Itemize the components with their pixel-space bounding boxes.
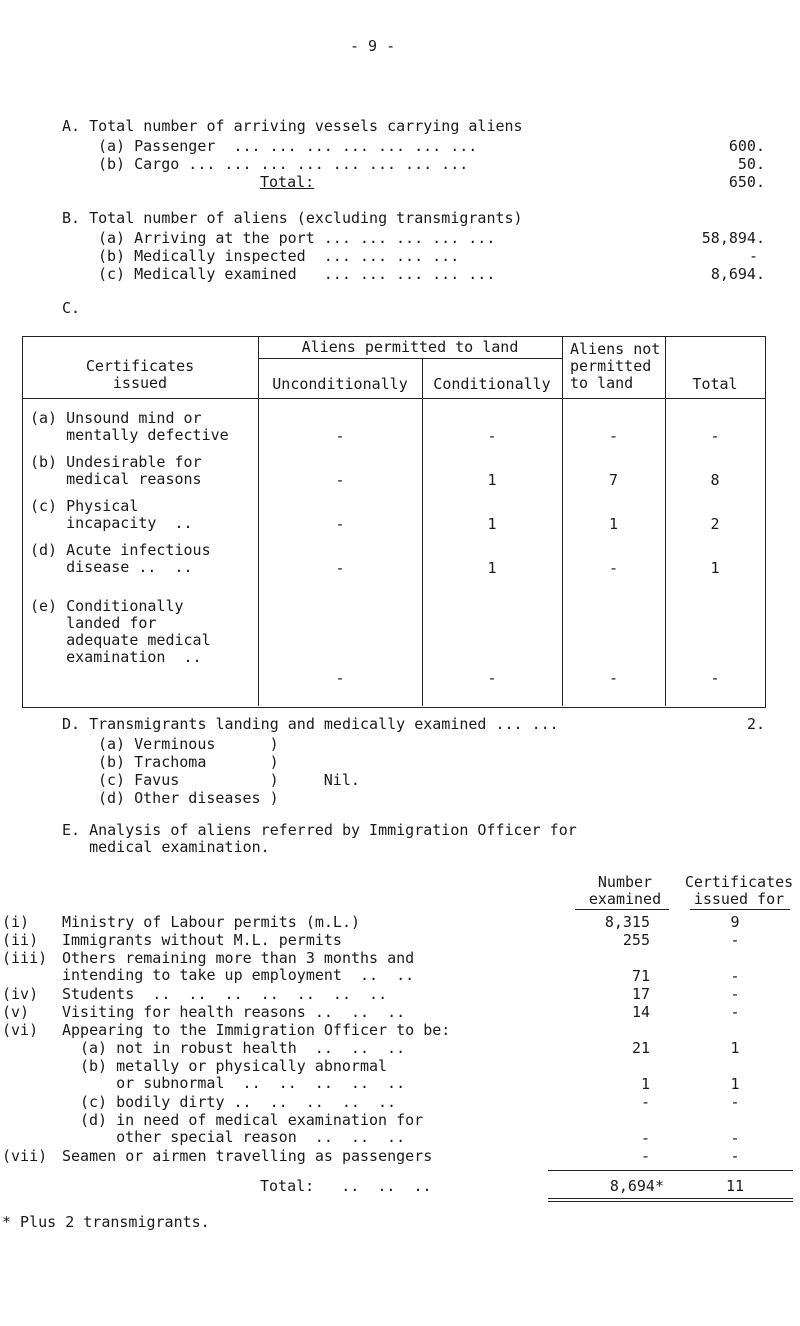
row-issued-iv: -: [730, 985, 740, 1003]
section-e-total-examined: 8,694*: [609, 1177, 664, 1195]
cell-e-not: -: [608, 669, 619, 687]
row-issued-ii: -: [730, 931, 740, 949]
row-label-immigrants-without: Immigrants without M.L. permits: [62, 931, 342, 949]
section-b-inspected-label: (b) Medically inspected ... ... ... ...: [98, 247, 460, 265]
section-e-heading: E. Analysis of aliens referred by Immigration Officer for medical examination.: [62, 821, 577, 856]
cell-d-cond: 1: [487, 559, 497, 577]
cell-a-not: -: [608, 427, 619, 445]
cell-b-uncond: -: [335, 471, 345, 489]
section-d-item-verminous: (a) Verminous ): [98, 735, 279, 753]
row-num-v: (v): [2, 1003, 30, 1021]
row-num-iii: (iii): [2, 949, 48, 967]
header-conditionally: Conditionally: [433, 375, 551, 393]
cell-d-uncond: -: [335, 559, 345, 577]
section-c-heading: C.: [62, 299, 81, 317]
cell-a-cond: -: [487, 427, 497, 445]
section-d-item-trachoma: (b) Trachoma ): [98, 753, 279, 771]
row-issued-v: -: [730, 1003, 740, 1021]
row-label-others-remaining: Others remaining more than 3 months and intending to take up employment .. ..: [62, 949, 415, 984]
row-label-visiting-health: Visiting for health reasons .. .. ..: [62, 1003, 406, 1021]
section-a-passenger-label: (a) Passenger ... ... ... ... ... ... ...: [98, 137, 478, 155]
row-label-unsound-mind: (a) Unsound mind or mentally defective: [30, 409, 229, 444]
row-label-medical-need: (d) in need of medical examination for other special reason .. .. ..: [80, 1111, 424, 1146]
section-a-total-label: Total:: [260, 173, 315, 191]
cell-b-not: 7: [608, 471, 619, 489]
section-b-examined-label: (c) Medically examined ... ... ... ... ...: [98, 265, 496, 283]
row-issued-i: 9: [730, 913, 740, 931]
section-a-cargo-value: 50.: [737, 155, 765, 173]
row-examined-vii: -: [640, 1147, 650, 1165]
row-issued-vi-d: -: [730, 1129, 740, 1147]
header-certificates-issued: Certificates issued: [85, 357, 195, 392]
section-d-heading: D. Transmigrants landing and medically examined ... ...: [62, 715, 559, 733]
footnote: * Plus 2 transmigrants.: [2, 1213, 210, 1231]
section-b-arriving-label: (a) Arriving at the port ... ... ... ... ...: [98, 229, 496, 247]
row-examined-v: 14: [631, 1003, 650, 1021]
cell-d-total: 1: [710, 559, 720, 577]
cell-c-not: 1: [608, 515, 619, 533]
cell-c-cond: 1: [487, 515, 497, 533]
section-a-total-value: 650.: [728, 173, 765, 191]
section-d-value: 2.: [746, 715, 765, 733]
section-a-heading: A. Total number of arriving vessels carrying aliens: [62, 117, 523, 135]
cell-d-not: -: [608, 559, 619, 577]
header-unconditionally: Unconditionally: [272, 375, 408, 393]
row-examined-iii: 71: [631, 967, 650, 985]
row-label-abnormal: (b) metally or physically abnormal or subnormal .. .. .. .. ..: [80, 1057, 406, 1092]
row-label-conditionally-landed: (e) Conditionally landed for adequate medical examination ..: [30, 597, 211, 666]
row-num-iv: (iv): [2, 985, 39, 1003]
cell-a-uncond: -: [335, 427, 345, 445]
section-e-col-examined: Number examined: [588, 873, 662, 908]
section-a-cargo-label: (b) Cargo ... ... ... ... ... ... ... ...: [98, 155, 469, 173]
cell-b-cond: 1: [487, 471, 497, 489]
row-num-i: (i): [2, 913, 30, 931]
row-examined-ii: 255: [622, 931, 650, 949]
row-label-bodily-dirty: (c) bodily dirty .. .. .. .. ..: [80, 1093, 397, 1111]
cell-a-total: -: [710, 427, 720, 445]
section-e-col-issued: Certificates issued for: [684, 873, 794, 908]
row-num-ii: (ii): [2, 931, 39, 949]
section-b-examined-value: 8,694.: [710, 265, 765, 283]
cell-e-uncond: -: [335, 669, 345, 687]
row-label-seamen: Seamen or airmen travelling as passengers: [62, 1147, 433, 1165]
row-num-vi: (vi): [2, 1021, 39, 1039]
row-examined-i: 8,315: [604, 913, 650, 931]
row-examined-vi-a: 21: [631, 1039, 650, 1057]
cell-e-total: -: [710, 669, 720, 687]
section-b-arriving-value: 58,894.: [701, 229, 765, 247]
cell-e-cond: -: [487, 669, 497, 687]
row-examined-vi-c: -: [640, 1093, 650, 1111]
row-issued-vi-c: -: [730, 1093, 740, 1111]
row-examined-vi-d: -: [640, 1129, 650, 1147]
row-label-students: Students .. .. .. .. .. .. ..: [62, 985, 388, 1003]
row-issued-iii: -: [730, 967, 740, 985]
row-label-physical-incapacity: (c) Physical incapacity ..: [30, 497, 193, 532]
page-number: - 9 -: [350, 37, 396, 55]
header-total: Total: [692, 375, 738, 393]
certificates-table: [22, 336, 766, 706]
section-d-item-other: (d) Other diseases ): [98, 789, 279, 807]
header-aliens-permitted: Aliens permitted to land: [301, 338, 519, 356]
row-examined-iv: 17: [631, 985, 650, 1003]
section-b-inspected-value: -: [748, 247, 758, 265]
row-label-acute-infectious: (d) Acute infectious disease .. ..: [30, 541, 211, 576]
row-label-appearing: Appearing to the Immigration Officer to be:: [62, 1021, 451, 1039]
section-e-total-issued: 11: [725, 1177, 745, 1195]
section-b-heading: B. Total number of aliens (excluding transmigrants): [62, 209, 523, 227]
section-a-passenger-value: 600.: [728, 137, 765, 155]
row-issued-vi-a: 1: [730, 1039, 740, 1057]
row-num-vii: (vii): [2, 1147, 48, 1165]
section-e-total-label: Total: .. .. ..: [260, 1177, 432, 1195]
cell-c-uncond: -: [335, 515, 345, 533]
row-label-ministry-permits: Ministry of Labour permits (m.L.): [62, 913, 361, 931]
row-label-undesirable: (b) Undesirable for medical reasons: [30, 453, 202, 488]
cell-b-total: 8: [710, 471, 720, 489]
cell-c-total: 2: [710, 515, 720, 533]
header-aliens-not-permitted: Aliens not permitted to land: [570, 340, 661, 392]
section-d-item-favus: (c) Favus ) Nil.: [98, 771, 360, 789]
row-label-not-robust: (a) not in robust health .. .. ..: [80, 1039, 406, 1057]
row-issued-vii: -: [730, 1147, 740, 1165]
row-issued-vi-b: 1: [730, 1075, 740, 1093]
row-examined-vi-b: 1: [640, 1075, 650, 1093]
